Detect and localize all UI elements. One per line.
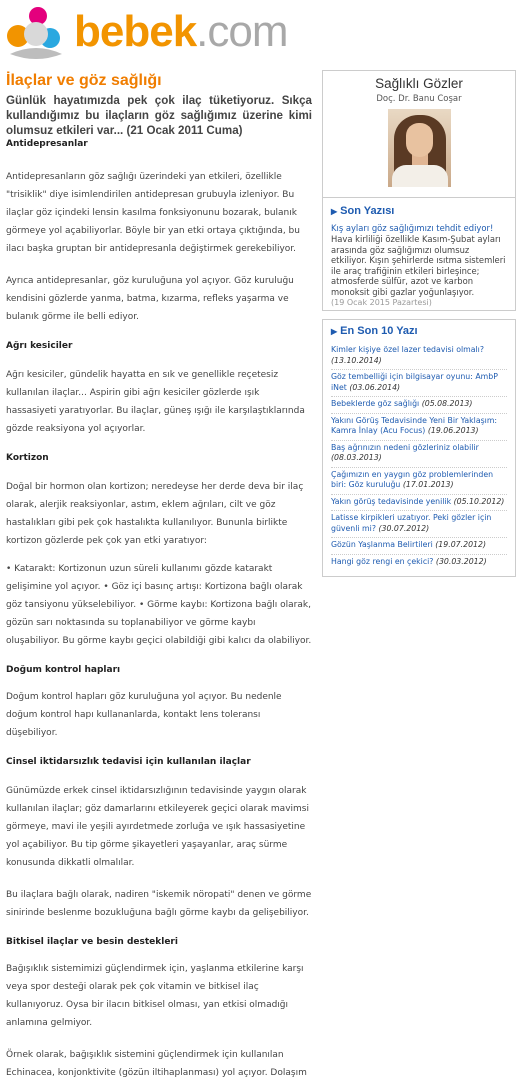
list-item xyxy=(331,397,507,414)
list-item-date: (08.03.2013) xyxy=(331,453,382,462)
section-paragraph: Doğal bir hormon olan kortizon; neredeyse her derde deva bir ilaç olarak, alerjik reaksiyonlar, astım, eklem ağrıları, cilt ve göz hastalıkları gibi pek çok hastalıkta kullanılıyor. Bununla birlikte kortizon gözlerde pek çok yan etki yaratıyor: xyxy=(6,482,304,546)
section-heading: Antidepresanlar xyxy=(6,139,88,149)
list-item-date: (05.10.2012) xyxy=(453,496,505,506)
list-item-link[interactable]: Yakını Görüş Tedavisinde Yeni Bir Yaklaşım: Kamra İnlay (Acu Focus) xyxy=(331,415,498,435)
list-item-link[interactable]: Çağımızın en yaygın göz problemlerinden biri: Göz kuruluğu xyxy=(331,469,494,489)
article-section xyxy=(6,936,312,1082)
article-section xyxy=(6,664,312,742)
section-paragraph: Bağışıklık sistemimizi güçlendirmek için, yaşlanma etkilerine karşı veya spor desteği olarak pek çok vitamin ve bitkisel ilaç kullanıyoruz. Oysa bir ilacın bitkisel olması, yan etkisi olmadığı anlamına gelmiyor. xyxy=(6,964,304,1028)
section-paragraph: • Katarakt: Kortizonun uzun süreli kullanımı gözde katarakt gelişimine yol açıyor. • Göz içi basınç artışı: Kortizona bağlı olarak göz tansiyonu yükselebiliyor. • Görme kaybı: Kortizona bağlı olarak, gözün sarı noktasında su toplanabiliyor ve görme kaybı oluşabiliyor. Bu görme kaybı geçici olabildiği gibi kalıcı da olabiliyor. xyxy=(6,564,312,646)
last10-heading-text: En Son 10 Yazı xyxy=(340,325,418,337)
list-item xyxy=(331,468,507,495)
article-section xyxy=(6,452,312,650)
photo-face xyxy=(406,123,433,157)
latest-article-link[interactable]: Kış ayları göz sağlığımızı tehdit ediyor! xyxy=(331,223,494,233)
article-title: İlaçlar ve göz sağlığı xyxy=(6,72,162,89)
latest-article-summary: Hava kirliliği özellikle Kasım-Şubat ayları arasında göz sağlığımızı olumsuz etkiliyor. Kışın şehirlerde ısıtma sistemleri ile araç trafiğinin etkileri birleşince; atmosferde sülfür, azot ve karbon monoksit gibi gazlar yoğunlaşıyor. xyxy=(331,234,506,297)
author-name: Doç. Dr. Banu Coşar xyxy=(376,94,462,104)
logo-name-suffix: .com xyxy=(196,7,288,56)
latest-article-widget xyxy=(322,197,516,311)
section-heading: Ağrı kesiciler xyxy=(6,341,73,351)
list-item-date: (19.06.2013) xyxy=(427,426,479,435)
arrow-right-icon: ▶ xyxy=(331,327,338,336)
list-item-link[interactable]: Baş ağrınızın nedeni gözleriniz olabilir xyxy=(331,442,479,452)
list-item xyxy=(331,555,507,571)
section-paragraph: Günümüzde erkek cinsel iktidarsızlığının tedavisinde yaygın olarak kullanılan ilaçlar; göz damarlarını etkileyerek geçici olarak mavimsi görmeye, mavi ile yeşili ayırdetmede zorluğa ve ışık hassasiyetine yol açabiliyor. Bu tip görme şikayetleri yaşayanlar, araç sürme konusunda dikkatli olmalılar. xyxy=(6,786,309,868)
list-item xyxy=(331,370,507,397)
list-item-date: (19.07.2012) xyxy=(435,540,486,549)
list-item xyxy=(331,343,507,370)
section-heading: Bitkisel ilaçlar ve besin destekleri xyxy=(6,937,178,947)
list-item-link[interactable]: Latisse kirpikleri uzatıyor. Peki gözler için güvenli mi? xyxy=(331,513,492,533)
last-10-widget xyxy=(322,319,516,577)
list-item-date: (03.06.2014) xyxy=(349,382,401,392)
arrow-right-icon: ▶ xyxy=(331,207,338,216)
list-item-link[interactable]: Gözün Yaşlanma Belirtileri xyxy=(331,540,433,549)
section-paragraph: Doğum kontrol hapları göz kuruluğuna yol açıyor. Bu nedenle doğum kontrol hapı kullananlarda, kontakt lens toleransı düşebiliyor. xyxy=(6,692,282,738)
list-item-link[interactable]: Hangi göz rengi en çekici? xyxy=(331,556,434,566)
author-photo[interactable] xyxy=(388,109,451,187)
list-item xyxy=(331,414,507,441)
section-paragraph: Örnek olarak, bağışıklık sistemini güçlendirmek için kullanılan Echinacea, konjonktivite (gözün iltihaplanması) yol açıyor. Dolaşım xyxy=(6,1050,307,1078)
article xyxy=(6,72,312,1082)
section-paragraph: Antidepresanların göz sağlığı üzerindeki yan etkileri, özellikle "trisiklik" diye isimlendirilen antidepresan grubuyla izleniyor. Bu ilaçlar göz içindeki lensin kasılma fonksiyonunu bozarak, bulanık görmeye yol açabiliyorlar. Böyle bir yan etki ortaya çıktığında, bu ilacı başka gruptan bir antidepresanla değiştirmek gerekebiliyor. xyxy=(6,172,300,254)
site-header xyxy=(0,0,520,66)
list-item-link[interactable]: Yakın görüş tedavisinde yenilik xyxy=(331,496,452,506)
bebek-logo-icon[interactable] xyxy=(4,4,68,62)
latest-article-date: (19 Ocak 2015 Pazartesi) xyxy=(331,298,432,307)
list-item-date: (17.01.2013) xyxy=(402,480,454,489)
list-item-date: (05.08.2013) xyxy=(421,399,473,408)
list-item-date: (30.07.2012) xyxy=(378,523,430,533)
column-title[interactable]: Sağlıklı Gözler xyxy=(375,76,463,91)
article-section xyxy=(6,340,312,438)
site-logo-wordmark[interactable] xyxy=(74,6,288,58)
list-item xyxy=(331,511,507,538)
latest-heading-text: Son Yazısı xyxy=(340,205,395,217)
latest-heading xyxy=(331,204,507,219)
section-paragraph: Bu ilaçlara bağlı olarak, nadiren "iskemik nöropati" denen ve görme sinirinde beslenme bozukluğuna bağlı görme kaybı da gelişebiliyor. xyxy=(6,890,312,918)
list-item xyxy=(331,441,507,468)
photo-shirt xyxy=(392,165,448,187)
section-heading: Cinsel iktidarsızlık tedavisi için kullanılan ilaçlar xyxy=(6,757,251,767)
article-section xyxy=(6,756,312,922)
sidebar xyxy=(322,70,516,577)
section-paragraph: Ayrıca antidepresanlar, göz kuruluğuna yol açıyor. Göz kuruluğu kendisini gözlerde yanma, batma, kızarma, refleks yaşarma ve bulanık görme ile belli ediyor. xyxy=(6,276,294,322)
list-item xyxy=(331,495,507,512)
article-lead: Günlük hayatımızda pek çok ilaç tüketiyoruz. Sıkça kullandığımız bu ilaçların göz sağlığımız üzerine kimi olumsuz etkileri var... (21 Ocak 2011 Cuma) xyxy=(6,94,312,137)
article-section xyxy=(6,138,312,326)
list-item-link[interactable]: Kimler kişiye özel lazer tedavisi olmalı? xyxy=(331,345,484,354)
section-heading: Doğum kontrol hapları xyxy=(6,665,121,675)
list-item xyxy=(331,538,507,555)
list-item-date: (13.10.2014) xyxy=(331,355,382,365)
list-item-link[interactable]: Göz tembelliği için bilgisayar oyunu: AmbP iNet xyxy=(331,372,498,392)
section-paragraph: Ağrı kesiciler, gündelik hayatta en sık ve genellikle reçetesiz kullanılan ilaçlar... Aspirin gibi ağrı kesiciler gözlerde ışık hassasiyeti yaratıyorlar. Bu ilaçlar, güneş ışığı ile karşılaştıklarında gözde reaksiyona yol açıyorlar. xyxy=(6,370,305,434)
last10-heading xyxy=(331,324,507,339)
section-heading: Kortizon xyxy=(6,453,49,463)
list-item-link[interactable]: Bebeklerde göz sağlığı xyxy=(331,399,420,408)
profile-box xyxy=(322,70,516,197)
logo-name-main: bebek xyxy=(74,7,197,56)
list-item-date: (30.03.2012) xyxy=(435,556,487,566)
